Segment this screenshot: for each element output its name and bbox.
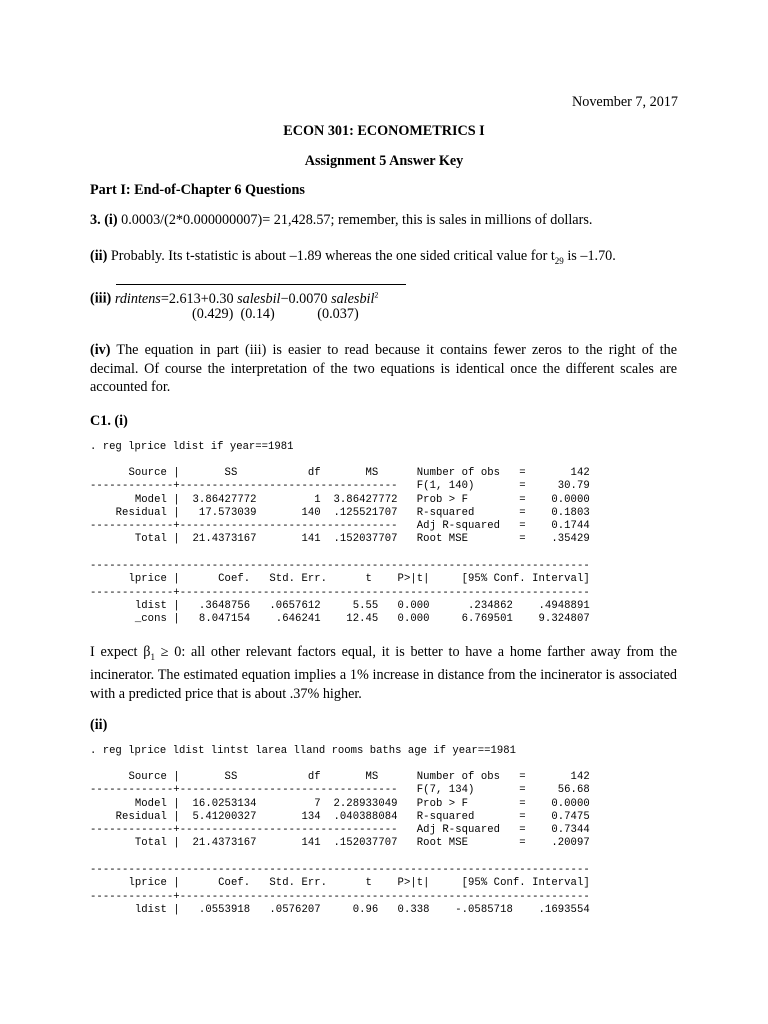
c1-i-heading: C1. (i) bbox=[90, 413, 128, 429]
table-row: Total | 21.4373167 141 .152037707 Root MSE = .20097 bbox=[90, 837, 590, 850]
table-row: -------------+---------------------------------- Adj R-squared = 0.1744 bbox=[90, 520, 590, 533]
question-number: 3. bbox=[90, 212, 101, 228]
table-row: Model | 3.86427772 1 3.86427772 Prob > F = 0.0000 bbox=[90, 493, 590, 506]
equation-intercept: =2.613+0.30 bbox=[160, 290, 234, 307]
part-ii-text-end: is –1.70. bbox=[563, 248, 616, 264]
table-row: ------------------------------------------------------------------------------ bbox=[90, 560, 590, 572]
table-row: -------------+---------------------------------------------------------------- bbox=[90, 586, 590, 599]
table-row: Source | SS df MS Number of obs = 142 bbox=[90, 771, 590, 783]
assignment-title: Assignment 5 Answer Key bbox=[304, 153, 464, 169]
table-row: Residual | 5.41200327 134 .040388084 R-squared = 0.7475 bbox=[90, 810, 590, 823]
table-row: ------------------------------------------------------------------------------ bbox=[90, 864, 590, 876]
equation-hat-line bbox=[116, 284, 406, 285]
part-ii-label: (ii) bbox=[90, 248, 108, 264]
c1-ii-stata-command: . reg lprice ldist lintst larea lland rooms baths age if year==1981 bbox=[90, 745, 516, 757]
part-i-label: (i) bbox=[104, 212, 118, 228]
table-row: ldist | .3648756 .0657612 5.55 0.000 .234862 .4948891 bbox=[90, 599, 590, 612]
c1-ii-coefficient-table bbox=[90, 864, 590, 917]
part-ii-text: Probably. Its t-statistic is about –1.89 whereas the one sided critical value for t bbox=[110, 248, 555, 264]
table-row: ldist | .0553918 .0576207 0.96 0.338 -.0585718 .1693554 bbox=[90, 903, 590, 916]
table-row: _cons | 8.047154 .646241 12.45 0.000 6.769501 9.324807 bbox=[90, 613, 590, 626]
t-subscript: 29 bbox=[554, 255, 564, 266]
part-iv-text: The equation in part (iii) is easier to read because it contains fewer zeros to the right of the decimal. Of course the interpretation of the two equations is identical once the different scales are accounted for. bbox=[90, 342, 677, 395]
c1-i-coefficient-table bbox=[90, 560, 590, 626]
table-row: -------------+---------------------------------- Adj R-squared = 0.7344 bbox=[90, 824, 590, 837]
c1-i-stata-command: . reg lprice ldist if year==1981 bbox=[90, 441, 294, 453]
equation-var1: salesbil bbox=[237, 290, 281, 307]
document-date: November 7, 2017 bbox=[572, 94, 678, 110]
interpretation-text: I expect β bbox=[90, 644, 151, 660]
table-row: lprice | Coef. Std. Err. t P>|t| [95% Conf. Interval] bbox=[90, 573, 590, 586]
c1-i-anova-table bbox=[90, 467, 590, 547]
beta-subscript: 1 bbox=[150, 651, 155, 662]
table-row: -------------+---------------------------------------------------------------- bbox=[90, 890, 590, 903]
table-row: Model | 16.0253134 7 2.28933049 Prob > F = 0.0000 bbox=[90, 797, 590, 810]
part-iv-label: (iv) bbox=[90, 342, 111, 358]
table-row: -------------+---------------------------------- F(7, 134) = 56.68 bbox=[90, 784, 590, 797]
equation-lhs: rdintens bbox=[114, 290, 161, 307]
part-iii-label: (iii) bbox=[90, 290, 112, 307]
table-row: Residual | 17.573039 140 .125521707 R-squared = 0.1803 bbox=[90, 506, 590, 519]
equation-coef2: −0.0070 bbox=[280, 290, 328, 307]
question-3-i bbox=[90, 211, 592, 230]
question-3-iv bbox=[90, 341, 677, 397]
table-row: Source | SS df MS Number of obs = 142 bbox=[90, 467, 590, 479]
equation-square: 2 bbox=[374, 290, 379, 299]
part-i-text: 0.0003/(2*0.000000007)= 21,428.57; remember, this is sales in millions of dollars. bbox=[121, 212, 593, 228]
c1-ii-heading: (ii) bbox=[90, 717, 108, 733]
interpretation-text-rest: ≥ 0: all other relevant factors equal, it is better to have a home farther away from the incinerator. The estimated equation implies a 1% increase in distance from the incinerator is associated with a predicted price that is about .37% higher. bbox=[90, 644, 677, 702]
table-row: Total | 21.4373167 141 .152037707 Root MSE = .35429 bbox=[90, 533, 590, 546]
equation-var2: salesbil bbox=[331, 290, 375, 307]
c1-i-interpretation bbox=[90, 643, 677, 703]
table-row: -------------+---------------------------------- F(1, 140) = 30.79 bbox=[90, 480, 590, 493]
table-row: lprice | Coef. Std. Err. t P>|t| [95% Conf. Interval] bbox=[90, 877, 590, 890]
c1-ii-anova-table bbox=[90, 771, 590, 851]
part-heading: Part I: End-of-Chapter 6 Questions bbox=[90, 182, 305, 198]
question-3-ii bbox=[90, 247, 616, 270]
equation-standard-errors: (0.429) (0.14) (0.037) bbox=[192, 306, 359, 322]
course-title: ECON 301: ECONOMETRICS I bbox=[283, 123, 485, 139]
